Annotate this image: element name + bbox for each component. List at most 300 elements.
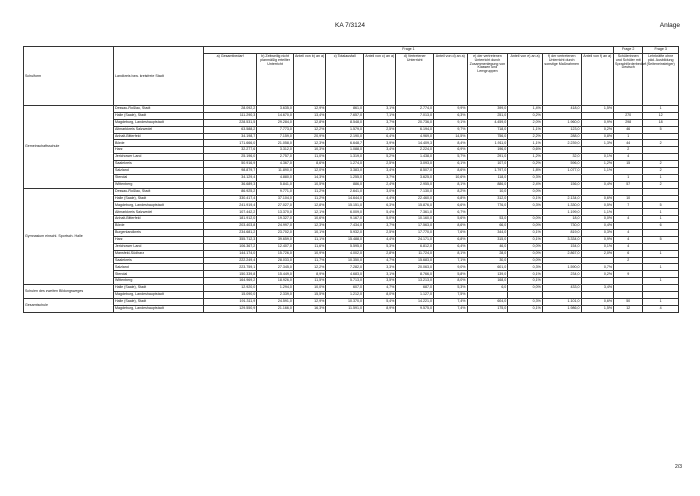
landkreis-cell: Saalekreis xyxy=(113,257,203,264)
value-cell: 0,0% xyxy=(508,223,543,230)
value-cell: 1.199,0 xyxy=(542,209,581,216)
value-cell: 2 xyxy=(614,147,643,154)
value-cell: 2 xyxy=(643,181,679,188)
value-cell: 312,0 xyxy=(467,195,508,202)
value-cell: 1,3% xyxy=(581,140,614,147)
value-cell: 12,2% xyxy=(293,264,325,271)
value-cell: 20.736,0 xyxy=(396,119,434,126)
value-cell: 8,6% xyxy=(434,168,467,175)
value-cell: 1 xyxy=(643,298,679,305)
value-cell xyxy=(581,188,614,195)
value-cell: 1 xyxy=(643,278,679,285)
value-cell xyxy=(542,112,581,119)
value-cell: 0,0% xyxy=(508,285,543,292)
value-cell: 14.221,0 xyxy=(396,298,434,305)
value-cell xyxy=(643,243,679,250)
value-cell: 18 xyxy=(643,119,679,126)
value-cell xyxy=(643,188,679,195)
value-cell: 12,1% xyxy=(293,209,325,216)
value-cell: 687,0 xyxy=(396,285,434,292)
value-cell: 0,1% xyxy=(508,305,543,312)
value-cell: 191.311,9 xyxy=(203,298,256,305)
landkreis-cell: Magdeburg, Landeshauptstadt xyxy=(113,119,203,126)
value-cell: 0,0% xyxy=(508,188,543,195)
value-cell: 8,9% xyxy=(293,271,325,278)
value-cell: 3,7% xyxy=(363,223,395,230)
value-cell: 344,0 xyxy=(467,230,508,237)
value-cell: 3,7% xyxy=(363,119,395,126)
value-cell: 203.403,8 xyxy=(203,223,256,230)
value-cell xyxy=(614,106,643,113)
value-cell: 10,6% xyxy=(293,216,325,223)
value-cell: 2.641,0 xyxy=(326,188,364,195)
value-cell xyxy=(643,195,679,202)
value-cell: 1 xyxy=(643,174,679,181)
value-cell: 5 xyxy=(643,126,679,133)
value-cell: 23.702,0 xyxy=(257,230,294,237)
value-cell xyxy=(614,223,643,230)
col-anteil-fa: Anteil von f) an a) xyxy=(581,54,614,106)
value-cell: 10,0 xyxy=(467,188,508,195)
col-anteil-da: Anteil von d) an a) xyxy=(434,54,467,106)
value-cell: 50.916,9 xyxy=(203,161,256,168)
table-row xyxy=(24,126,679,133)
value-cell: 4 xyxy=(643,305,679,312)
value-cell: 2.955,0 xyxy=(396,181,434,188)
value-cell: 5.932,0 xyxy=(326,230,364,237)
value-cell: 15.726,0 xyxy=(257,250,294,257)
value-cell: 11.890,0 xyxy=(257,168,294,175)
value-cell: 9.575,0 xyxy=(396,305,434,312)
data-table xyxy=(23,46,679,313)
value-cell xyxy=(643,285,679,292)
value-cell: 288,0 xyxy=(542,133,581,140)
value-cell xyxy=(643,133,679,140)
value-cell: 4,7% xyxy=(363,257,395,264)
value-cell: 4.969,0 xyxy=(396,133,434,140)
value-cell: 8,9% xyxy=(363,305,395,312)
table-row xyxy=(24,188,679,195)
value-cell: 18,0 xyxy=(542,216,581,223)
value-cell: 5.713,0 xyxy=(326,278,364,285)
value-cell xyxy=(643,257,679,264)
value-cell: 1,1% xyxy=(508,140,543,147)
value-cell: 1 xyxy=(643,216,679,223)
value-cell: 63.588,2 xyxy=(203,126,256,133)
value-cell: 6,4% xyxy=(434,243,467,250)
value-cell: 118,0 xyxy=(467,174,508,181)
value-cell: 604,0 xyxy=(467,298,508,305)
value-cell: 168,0 xyxy=(467,278,508,285)
value-cell: 12.407,0 xyxy=(257,243,294,250)
value-cell: 9,1% xyxy=(434,119,467,126)
value-cell: 17.563,0 xyxy=(396,223,434,230)
value-cell xyxy=(467,209,508,216)
value-cell: 3.635,0 xyxy=(257,106,294,113)
value-cell: 3.383,0 xyxy=(326,168,364,175)
col-f: f) der vertretenen Unterricht durch sonstige Maßnahmen xyxy=(542,54,581,106)
value-cell xyxy=(581,278,614,285)
table-row xyxy=(24,216,679,223)
value-cell: 756,0 xyxy=(467,133,508,140)
value-cell: 291,0 xyxy=(467,154,508,161)
value-cell: 0,0% xyxy=(508,243,543,250)
value-cell: 1.438,0 xyxy=(396,154,434,161)
value-cell: 7,4% xyxy=(434,298,467,305)
value-cell: 21.058,0 xyxy=(257,140,294,147)
value-cell: 6,8% xyxy=(434,236,467,243)
value-cell xyxy=(614,264,643,271)
value-cell: 2,8% xyxy=(363,250,395,257)
value-cell: 0,0% xyxy=(508,250,543,257)
landkreis-cell: Börde xyxy=(113,140,203,147)
value-cell: 10,3% xyxy=(293,147,325,154)
value-cell: 12.920,0 xyxy=(203,285,256,292)
table-row xyxy=(24,298,679,305)
value-cell: 13.213,0 xyxy=(396,278,434,285)
value-cell: 39.659,0 xyxy=(257,236,294,243)
value-cell: 13.370,0 xyxy=(257,209,294,216)
value-cell: 6,4% xyxy=(363,133,395,140)
landkreis-cell: Dessau-Roßlau, Stadt xyxy=(113,188,203,195)
value-cell: 16,3% xyxy=(293,305,325,312)
value-cell: 1,5% xyxy=(581,305,614,312)
col-anteil-ca: Anteil von c) an a) xyxy=(363,54,395,106)
landkreis-cell: Dessau-Roßlau, Stadt xyxy=(113,106,203,113)
value-cell: 3,9% xyxy=(363,140,395,147)
value-cell: 0,4% xyxy=(581,181,614,188)
value-cell: 8.766,0 xyxy=(396,271,434,278)
value-cell xyxy=(542,257,581,264)
value-cell: 1.127,0 xyxy=(396,292,434,299)
value-cell: 11,0% xyxy=(293,154,325,161)
value-cell: 0,6% xyxy=(581,195,614,202)
value-cell: 9.167,0 xyxy=(326,216,364,223)
value-cell xyxy=(614,209,643,216)
col-a: a) Gesamtbedarf xyxy=(203,54,256,106)
value-cell: 1,1% xyxy=(508,126,543,133)
value-cell: 10,6% xyxy=(434,174,467,181)
value-cell: 0,4% xyxy=(581,223,614,230)
value-cell: 106.367,2 xyxy=(203,243,256,250)
group-label: Gesamtschule xyxy=(24,298,114,312)
value-cell: 5 xyxy=(643,202,679,209)
value-cell: 15.090,0 xyxy=(203,292,256,299)
value-cell: 11,2% xyxy=(293,188,325,195)
value-cell: 3,4% xyxy=(581,285,614,292)
table-row xyxy=(24,285,679,292)
value-cell xyxy=(643,292,679,299)
landkreis-cell: Salzland xyxy=(113,264,203,271)
value-cell: 24.591,0 xyxy=(257,298,294,305)
value-cell: 222.249,4 xyxy=(203,257,256,264)
table-row xyxy=(24,195,679,202)
value-cell: 15.449,0 xyxy=(257,271,294,278)
value-cell: 886,0 xyxy=(326,181,364,188)
value-cell: 6.009,0 xyxy=(326,209,364,216)
value-cell: 123,0 xyxy=(542,126,581,133)
value-cell: 6,7% xyxy=(434,209,467,216)
value-cell: 418,0 xyxy=(542,106,581,113)
landkreis-cell: Börde xyxy=(113,223,203,230)
value-cell: 37.104,0 xyxy=(257,195,294,202)
value-cell xyxy=(581,112,614,119)
value-cell xyxy=(614,285,643,292)
value-cell: 4.459,0 xyxy=(467,119,508,126)
value-cell: 5,7% xyxy=(434,154,467,161)
landkreis-cell: Mansfeld-Südharz xyxy=(113,250,203,257)
value-cell xyxy=(614,278,643,285)
value-cell: 228.531,5 xyxy=(203,119,256,126)
value-cell: 1,5% xyxy=(581,106,614,113)
value-cell: 181.912,0 xyxy=(203,216,256,223)
value-cell: 14,5% xyxy=(434,133,467,140)
value-cell: 330.417,4 xyxy=(203,195,256,202)
value-cell: 2.190,0 xyxy=(326,133,364,140)
value-cell: 0,6% xyxy=(581,298,614,305)
value-cell: 5,8% xyxy=(434,271,467,278)
value-cell: 1.088,0 xyxy=(326,147,364,154)
landkreis-cell: Harz xyxy=(113,147,203,154)
value-cell: 7,5% xyxy=(434,292,467,299)
col-frage1: Frage 1 xyxy=(203,47,613,54)
value-cell: 2,0% xyxy=(508,119,543,126)
value-cell: 15,5% xyxy=(293,292,325,299)
col-b: b) Zeitweilig nicht planmäßig erteilter Unterricht xyxy=(257,54,294,106)
document-title: KA 7/3124 xyxy=(335,22,365,29)
value-cell: 2,5% xyxy=(363,161,395,168)
value-cell: 8,1% xyxy=(434,181,467,188)
col-frage2: Frage 2 xyxy=(614,47,643,54)
value-cell: 6,1% xyxy=(434,161,467,168)
value-cell: 4,4% xyxy=(363,236,395,243)
value-cell: 4.683,0 xyxy=(326,271,364,278)
value-cell: 3,4% xyxy=(363,168,395,175)
table-row xyxy=(24,147,679,154)
value-cell: 1.960,0 xyxy=(542,119,581,126)
landkreis-cell: Magdeburg, Landeshauptstadt xyxy=(113,202,203,209)
value-cell: 3.334,0 xyxy=(542,236,581,243)
value-cell xyxy=(542,174,581,181)
table-row xyxy=(24,168,679,175)
landkreis-cell: Altmarkkreis Salzwedel xyxy=(113,209,203,216)
value-cell: 10,0% xyxy=(293,285,325,292)
value-cell: 1 xyxy=(614,133,643,140)
value-cell: 0,3% xyxy=(508,174,543,181)
value-cell: 2,5% xyxy=(363,126,395,133)
value-cell: 57 xyxy=(614,181,643,188)
value-cell: 8,4% xyxy=(434,140,467,147)
value-cell: 0,8% xyxy=(581,133,614,140)
value-cell: 1,2% xyxy=(581,161,614,168)
landkreis-cell: Halle (Saale), Stadt xyxy=(113,285,203,292)
value-cell: 3,1% xyxy=(363,106,395,113)
col-d: d) Vertretener Unterricht xyxy=(396,54,434,106)
value-cell: 1,8% xyxy=(508,168,543,175)
value-cell: 10,9% xyxy=(293,250,325,257)
value-cell: 53,0 xyxy=(467,216,508,223)
table-row xyxy=(24,223,679,230)
value-cell: 3,0% xyxy=(363,188,395,195)
value-cell: 1,1% xyxy=(581,209,614,216)
value-cell xyxy=(581,147,614,154)
value-cell: 0,0% xyxy=(581,216,614,223)
landkreis-cell: Wittenberg xyxy=(113,181,203,188)
col-anteil-ea: Anteil von e) an a) xyxy=(508,54,543,106)
value-cell: 111.290,3 xyxy=(203,112,256,119)
value-cell: 9,0% xyxy=(434,264,467,271)
value-cell: 144.174,0 xyxy=(203,250,256,257)
value-cell: 19.327,0 xyxy=(257,216,294,223)
value-cell: 5,0% xyxy=(363,216,395,223)
value-cell: 2 xyxy=(643,161,679,168)
value-cell: 14.644,0 xyxy=(326,195,364,202)
value-cell: 12 xyxy=(643,112,679,119)
value-cell: 5.595,0 xyxy=(326,243,364,250)
value-cell: 6,6% xyxy=(434,202,467,209)
value-cell: 0,9% xyxy=(581,236,614,243)
value-cell: 0,1% xyxy=(508,230,543,237)
value-cell: 156,0 xyxy=(542,181,581,188)
value-cell: 22.460,0 xyxy=(396,195,434,202)
value-cell: 1 xyxy=(643,209,679,216)
value-cell: 150.339,8 xyxy=(203,271,256,278)
landkreis-cell: Harz xyxy=(113,236,203,243)
value-cell xyxy=(614,292,643,299)
value-cell: 0,3% xyxy=(508,264,543,271)
value-cell: 6.648,7 xyxy=(326,140,364,147)
landkreis-cell: Anhalt-Bitterfeld xyxy=(113,216,203,223)
value-cell: 8,2% xyxy=(434,188,467,195)
value-cell: 6 xyxy=(643,223,679,230)
value-cell: 0,1% xyxy=(508,195,543,202)
value-cell: 14,3% xyxy=(293,174,325,181)
table-row xyxy=(24,209,679,216)
value-cell: 4 xyxy=(614,230,643,237)
value-cell: 601,0 xyxy=(467,264,508,271)
landkreis-cell: Jerichower Land xyxy=(113,243,203,250)
value-cell: 8.548,0 xyxy=(326,119,364,126)
value-cell: 270 xyxy=(614,112,643,119)
value-cell: 0,6% xyxy=(508,147,543,154)
landkreis-cell: Salzland xyxy=(113,168,203,175)
value-cell: 2,2% xyxy=(508,133,543,140)
value-cell: 5,3% xyxy=(363,243,395,250)
table-row xyxy=(24,264,679,271)
value-cell: 1.319,0 xyxy=(326,154,364,161)
value-cell: 139,0 xyxy=(467,271,508,278)
value-cell: 6,9% xyxy=(434,147,467,154)
value-cell: 11,1% xyxy=(293,236,325,243)
table-row xyxy=(24,278,679,285)
table-row xyxy=(24,257,679,264)
value-cell: 29.284,0 xyxy=(257,119,294,126)
value-cell: 1.274,0 xyxy=(326,161,364,168)
value-cell: 28.033,0 xyxy=(257,257,294,264)
value-cell: 171.666,0 xyxy=(203,140,256,147)
value-cell xyxy=(643,271,679,278)
value-cell: 1.797,0 xyxy=(467,168,508,175)
value-cell: 5,4% xyxy=(363,298,395,305)
value-cell: 433,0 xyxy=(542,285,581,292)
value-cell: 0,5% xyxy=(581,202,614,209)
value-cell: 2.239,0 xyxy=(542,140,581,147)
value-cell: 11.724,0 xyxy=(396,250,434,257)
table-row xyxy=(24,106,679,113)
landkreis-cell: Jerichower Land xyxy=(113,154,203,161)
value-cell: 10,5% xyxy=(293,181,325,188)
value-cell xyxy=(542,292,581,299)
value-cell: 34.129,4 xyxy=(203,174,256,181)
value-cell: 1 xyxy=(643,264,679,271)
value-cell: 1.986,0 xyxy=(542,305,581,312)
value-cell: 819,0 xyxy=(542,230,581,237)
value-cell: 11,5% xyxy=(293,278,325,285)
value-cell: 11,6% xyxy=(293,243,325,250)
value-cell: 3,1% xyxy=(363,271,395,278)
value-cell: 3,5% xyxy=(363,278,395,285)
value-cell: 6 xyxy=(614,250,643,257)
value-cell xyxy=(643,154,679,161)
value-cell: 4.367,0 xyxy=(257,161,294,168)
value-cell: 32.277,6 xyxy=(203,147,256,154)
value-cell: 2,4% xyxy=(508,181,543,188)
value-cell: 46,0 xyxy=(467,243,508,250)
value-cell: 0,0% xyxy=(508,257,543,264)
value-cell: 7,4% xyxy=(434,305,467,312)
value-cell: 0,1% xyxy=(581,243,614,250)
value-cell: 399,0 xyxy=(467,106,508,113)
value-cell: 10.370,0 xyxy=(326,298,364,305)
value-cell: 30,0 xyxy=(467,257,508,264)
table-row xyxy=(24,119,679,126)
value-cell: 7.657,0 xyxy=(326,112,364,119)
value-cell: 2,4% xyxy=(363,181,395,188)
value-cell xyxy=(614,188,643,195)
value-cell: 6,3% xyxy=(363,202,395,209)
group-label: Gemeinschaftsschule xyxy=(24,106,114,189)
table-row xyxy=(24,161,679,168)
value-cell: 12,9% xyxy=(293,298,325,305)
col-h: Lehrkräfte ohne päd. Ausbildung (Seiteneinsteiger) xyxy=(643,54,679,106)
value-cell: 9 xyxy=(614,271,643,278)
value-cell: 355.712,3 xyxy=(203,236,256,243)
value-cell: 607,0 xyxy=(326,285,364,292)
col-frage3: Frage 3 xyxy=(643,47,679,54)
value-cell: 0,2% xyxy=(508,161,543,168)
value-cell: 98.879,7 xyxy=(203,168,256,175)
value-cell: 1.590,0 xyxy=(542,264,581,271)
value-cell: 28.092,2 xyxy=(203,106,256,113)
col-schulform: Schulform xyxy=(24,47,114,106)
value-cell: 129.550,9 xyxy=(203,305,256,312)
value-cell: 776,0 xyxy=(467,202,508,209)
value-cell: 315,0 xyxy=(467,236,508,243)
value-cell: 50 xyxy=(614,298,643,305)
landkreis-cell: Anhalt-Bitterfeld xyxy=(113,133,203,140)
value-cell: 6,3% xyxy=(434,112,467,119)
value-cell: 1.101,0 xyxy=(542,298,581,305)
value-cell: 18.926,0 xyxy=(257,278,294,285)
value-cell: 5.841,0 xyxy=(257,181,294,188)
value-cell: 251,0 xyxy=(467,112,508,119)
value-cell: 1.911,0 xyxy=(467,140,508,147)
value-cell: 0,1% xyxy=(581,154,614,161)
landkreis-cell: Burgenlandkreis xyxy=(113,230,203,237)
value-cell: 34.198,7 xyxy=(203,133,256,140)
value-cell: 9,7% xyxy=(434,126,467,133)
landkreis-cell: Stendal xyxy=(113,271,203,278)
